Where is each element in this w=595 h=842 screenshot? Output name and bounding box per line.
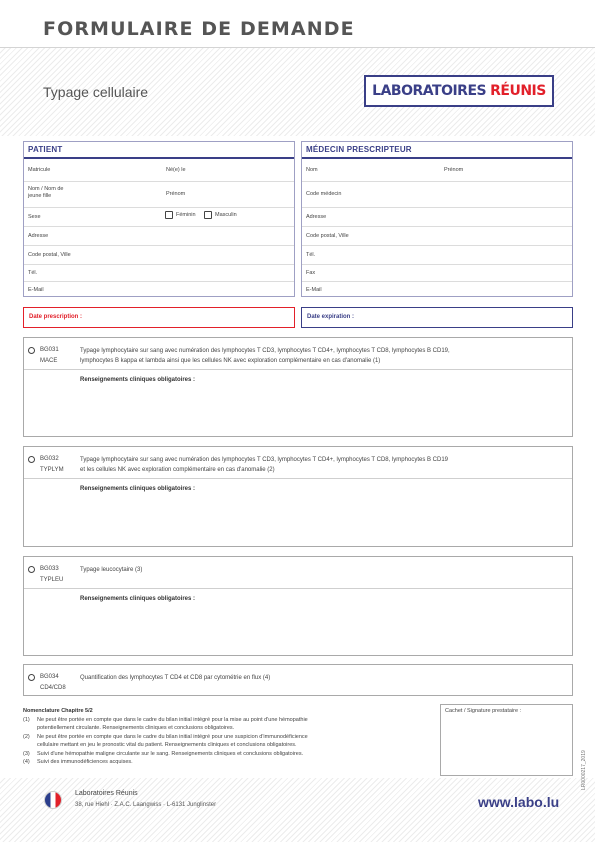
exam-description (80, 455, 550, 475)
nom-label-line-1: Nom / Nom de (28, 186, 64, 192)
exam-description (80, 673, 550, 683)
medecin-row-adresse[interactable] (302, 207, 572, 226)
feminin-option[interactable] (165, 211, 196, 219)
nomenclature-title: Nomenclature Chapitre 5/2 (23, 708, 93, 714)
medecin-adresse-label: Adresse (306, 214, 327, 220)
code-medecin-label: Code médecin (306, 191, 342, 197)
clinical-info-field[interactable] (80, 388, 572, 436)
patient-prenom-label: Prénom (166, 191, 186, 197)
logo-part-1: LABORATOIRES (372, 83, 487, 99)
exam-code-number: BG031 (40, 347, 59, 353)
exam-bg031 (23, 337, 573, 437)
clinical-info-label: Renseignements cliniques obligatoires : (80, 596, 196, 602)
patient-row-email[interactable] (24, 281, 294, 298)
footer-hatch-background (0, 778, 595, 842)
medecin-fax-label: Fax (306, 270, 316, 276)
birthdate-label: Né(e) le (166, 167, 186, 173)
feminin-label: Féminin (176, 212, 196, 218)
medecin-panel (301, 141, 573, 297)
patient-row-code-postal[interactable] (24, 245, 294, 264)
sexe-label: Sexe (28, 214, 41, 220)
exam-code (28, 454, 64, 476)
exam-code (28, 345, 59, 367)
medecin-row-code-postal[interactable] (302, 226, 572, 245)
masculin-label: Masculin (215, 212, 237, 218)
nomenclature-item (23, 716, 413, 733)
date-expiration-label: Date expiration : (307, 314, 355, 320)
exam-mnemonic: TYPLYM (40, 467, 64, 473)
exam-mnemonic: TYPLEU (40, 577, 64, 583)
matricule-label: Matricule (28, 167, 51, 173)
note-line-1: Suivi d'une hémopathie maligne circulante sur le sang. Renseignements cliniques et conclusions obligatoires. (37, 750, 304, 757)
exam-mnemonic: MACE (40, 358, 58, 364)
header-rule (0, 47, 595, 48)
nomenclature-item (23, 750, 413, 759)
medecin-nom-label: Nom (306, 167, 318, 173)
exam-code (28, 672, 66, 694)
exam-bg034-checkbox[interactable] (28, 674, 35, 681)
exam-code (28, 564, 63, 586)
exam-bg033-checkbox[interactable] (28, 566, 35, 573)
nomenclature-item (23, 733, 413, 750)
form-subtitle: Typage cellulaire (43, 84, 149, 100)
patient-row-sexe (24, 207, 294, 226)
medecin-code-postal-label: Code postal, Ville (306, 233, 349, 239)
exam-bg031-checkbox[interactable] (28, 347, 35, 354)
masculin-option[interactable] (204, 211, 237, 219)
medecin-row-fax[interactable] (302, 264, 572, 281)
medecin-row-nom[interactable] (302, 161, 572, 181)
note-line-2: cellulaire mettant en jeu le pronostic vital du patient. Renseignements cliniques et conclusions obligatoires. (37, 742, 297, 748)
medecin-tel-label: Tél. (306, 252, 316, 258)
laboratoires-reunis-logo (364, 75, 554, 107)
note-number: (2) (23, 733, 30, 740)
nomenclature-notes (23, 707, 413, 767)
nomenclature-item (23, 758, 413, 767)
clinical-info-field[interactable] (80, 607, 572, 655)
patient-row-matricule[interactable] (24, 161, 294, 181)
note-number: (3) (23, 750, 30, 757)
patient-code-postal-label: Code postal, Ville (28, 252, 71, 258)
footer-lab-name: Laboratoires Réunis (75, 790, 138, 797)
clinical-info-label: Renseignements cliniques obligatoires : (80, 486, 196, 492)
clinical-info-label: Renseignements cliniques obligatoires : (80, 377, 196, 383)
exam-bg032 (23, 446, 573, 547)
exam-separator (24, 369, 572, 370)
exam-description (80, 565, 550, 575)
exam-bg032-checkbox[interactable] (28, 456, 35, 463)
medecin-prenom-label: Prénom (444, 167, 464, 173)
nom-jeune-fille-label (28, 186, 63, 200)
note-line-2: potentiellement circulante. Renseignements cliniques et conclusions obligatoires. (37, 725, 235, 731)
patient-tel-label: Tél. (28, 270, 38, 276)
date-prescription-label: Date prescription : (29, 314, 83, 320)
patient-adresse-label: Adresse (28, 233, 49, 239)
note-line-1: Ne peut être portée en compte que dans le cadre du bilan initial intégré pour une suspicion d'immunodéficience (37, 733, 308, 740)
note-number: (1) (23, 716, 30, 723)
patient-panel (23, 141, 295, 297)
exam-code-number: BG032 (40, 456, 59, 462)
exam-description-line-2: et les cellules NK avec exploration complémentaire en cas d'anomalie (2) (80, 467, 275, 473)
exam-description-line-1: Typage lymphocytaire sur sang avec numération des lymphocytes T CD3, lymphocytes T CD4+, lymphocytes T CD8, lymphocytes B CD19, (80, 348, 450, 354)
exam-description-line-2: lymphocytes B kappa et lambda ainsi que les cellules NK avec exploration complémentaire en cas d'anomalie (1) (80, 358, 381, 364)
exam-bg034 (23, 664, 573, 696)
medecin-row-code[interactable] (302, 181, 572, 207)
nom-label-line-2: jeune fille (28, 193, 52, 199)
exam-description-line-1: Typage leucocytaire (3) (80, 567, 143, 573)
logo-part-2: RÉUNIS (490, 83, 546, 99)
stamp-signature-field[interactable] (440, 704, 573, 776)
medecin-row-email[interactable] (302, 281, 572, 298)
exam-description-line-1: Quantification des lymphocytes T CD4 et CD8 par cytométrie en flux (4) (80, 675, 271, 681)
date-expiration-field[interactable] (301, 307, 573, 328)
patient-row-adresse[interactable] (24, 226, 294, 245)
luxembourg-flag-icon (44, 791, 62, 809)
masculin-checkbox[interactable] (204, 211, 212, 219)
footer-website-link[interactable]: www.labo.lu (478, 794, 560, 810)
exam-mnemonic: CD4/CD8 (40, 685, 66, 691)
patient-heading: PATIENT (24, 142, 294, 159)
exam-description-line-1: Typage lymphocytaire sur sang avec numération des lymphocytes T CD3, lymphocytes T CD4+, lymphocytes T CD8, lymphocytes B CD19 (80, 457, 448, 463)
patient-email-label: E-Mail (28, 287, 44, 293)
feminin-checkbox[interactable] (165, 211, 173, 219)
exam-separator (24, 588, 572, 589)
note-line-1: Suivi des immunodéficiences acquises. (37, 759, 133, 765)
exam-separator (24, 478, 572, 479)
medecin-heading: MÉDECIN PRESCRIPTEUR (302, 142, 572, 159)
patient-row-nom[interactable] (24, 181, 294, 207)
page-title: FORMULAIRE DE DEMANDE (43, 18, 355, 40)
exam-code-number: BG034 (40, 674, 59, 680)
medecin-email-label: E-Mail (306, 287, 322, 293)
exam-code-number: BG033 (40, 566, 59, 572)
patient-row-tel[interactable] (24, 264, 294, 281)
stamp-signature-label: Cachet / Signature prestataire : (445, 708, 522, 714)
note-number: (4) (23, 759, 30, 765)
date-prescription-field[interactable] (23, 307, 295, 328)
clinical-info-field[interactable] (80, 497, 572, 546)
medecin-row-tel[interactable] (302, 245, 572, 264)
exam-bg033 (23, 556, 573, 656)
note-line-1: Ne peut être portée en compte que dans le cadre du bilan initial intégré pour la mise au point d'une hémopathie (37, 716, 308, 723)
form-reference-code: LR0000217_2019 (581, 750, 587, 790)
footer-address: 38, rue Hiehl · Z.A.C. Laangwiss · L-6131 Junglinster (75, 802, 217, 808)
exam-description (80, 346, 550, 366)
